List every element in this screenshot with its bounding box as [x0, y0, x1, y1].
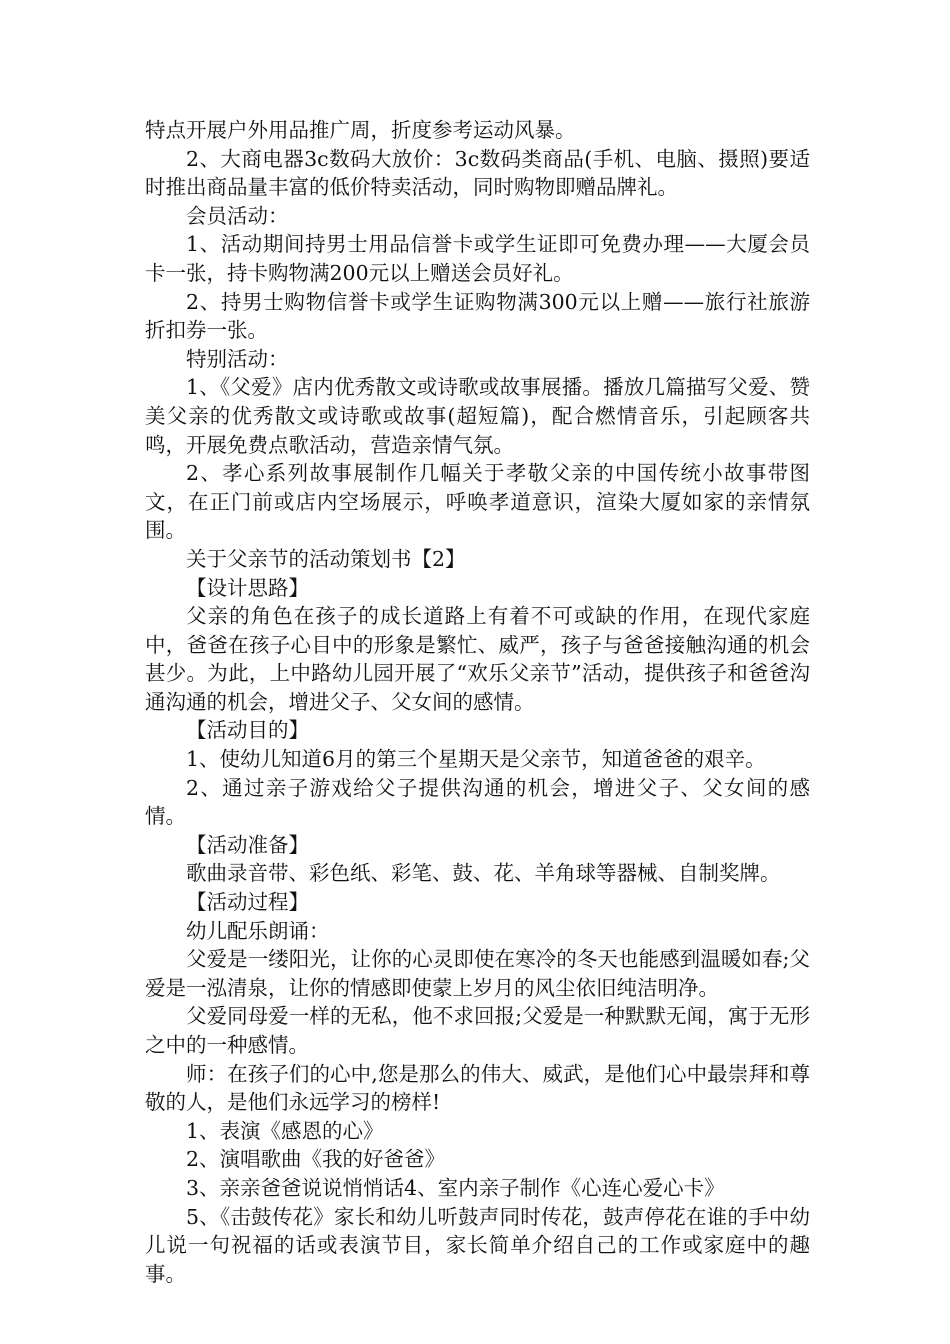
section-heading: 【设计思路】	[186, 575, 309, 600]
paragraph: 幼儿配乐朗诵：	[186, 918, 330, 943]
paragraph: 1、使幼儿知道6月的第三个星期天是父亲节，知道爸爸的艰辛。	[186, 747, 766, 772]
paragraph: 2、孝心系列故事展制作几幅关于孝敬父亲的中国传统小故事带图文，在正门前或店内空场展示，呼唤孝道意识，渲染大厦如家的亲情氛围。	[145, 461, 810, 543]
paragraph: 2、大商电器3c数码大放价：3c数码类商品(手机、电脑、摄照)要适时推出商品量丰富的低价特卖活动，同时购物即赠品牌礼。	[145, 146, 810, 200]
list-item: 1、表演《感恩的心》	[186, 1118, 384, 1143]
paragraph: 师：在孩子们的心中,您是那么的伟大、威武，是他们心中最崇拜和尊敬的人，是他们永远学习的榜样!	[145, 1061, 810, 1115]
section-heading: 会员活动：	[186, 203, 289, 228]
list-item: 3、亲亲爸爸说说悄悄话4、室内亲子制作《心连心爱心卡》	[186, 1175, 725, 1200]
section-heading: 【活动准备】	[186, 832, 309, 857]
paragraph: 2、持男士购物信誉卡或学生证购物满300元以上赠——旅行社旅游折扣券一张。	[145, 289, 810, 343]
paragraph: 2、通过亲子游戏给父子提供沟通的机会，增进父子、父女间的感情。	[145, 775, 810, 829]
document-title: 关于父亲节的活动策划书【2】	[186, 546, 466, 571]
section-heading: 【活动目的】	[186, 718, 309, 743]
list-item: 2、演唱歌曲《我的好爸爸》	[186, 1147, 446, 1172]
paragraph: 歌曲录音带、彩色纸、彩笔、鼓、花、羊角球等器械、自制奖牌。	[186, 861, 781, 886]
paragraph: 1、《父爱》店内优秀散文或诗歌或故事展播。播放几篇描写父爱、赞美父亲的优秀散文或诗歌或故事(超短篇)，配合燃情音乐，引起顾客共鸣，开展免费点歌活动，营造亲情气氛。	[145, 375, 810, 457]
document-page	[145, 116, 810, 1288]
paragraph: 特点开展户外用品推广周，折度参考运动风暴。	[145, 118, 576, 142]
paragraph: 父爱是一缕阳光，让你的心灵即使在寒冷的冬天也能感到温暖如春;父爱是一泓清泉，让你的情感即使蒙上岁月的风尘依旧纯洁明净。	[145, 947, 810, 1000]
paragraph: 1、活动期间持男士用品信誉卡或学生证即可免费办理——大厦会员卡一张，持卡购物满200元以上赠送会员好礼。	[145, 232, 810, 285]
section-heading: 特别活动：	[186, 346, 289, 371]
paragraph: 父亲的角色在孩子的成长道路上有着不可或缺的作用，在现代家庭中，爸爸在孩子心目中的形象是繁忙、威严，孩子与爸爸接触沟通的机会甚少。为此，上中路幼儿园开展了“欢乐父亲节”活动，提供孩子和爸爸沟通沟通的机会，增进父子、父女间的感情。	[145, 604, 810, 714]
section-heading: 【活动过程】	[186, 890, 309, 915]
list-item: 5、《击鼓传花》家长和幼儿听鼓声同时传花，鼓声停花在谁的手中幼儿说一句祝福的话或表演节目，家长简单介绍自己的工作或家庭中的趣事。	[145, 1204, 810, 1286]
paragraph: 父爱同母爱一样的无私，他不求回报;父爱是一种默默无闻，寓于无形之中的一种感情。	[145, 1004, 810, 1057]
